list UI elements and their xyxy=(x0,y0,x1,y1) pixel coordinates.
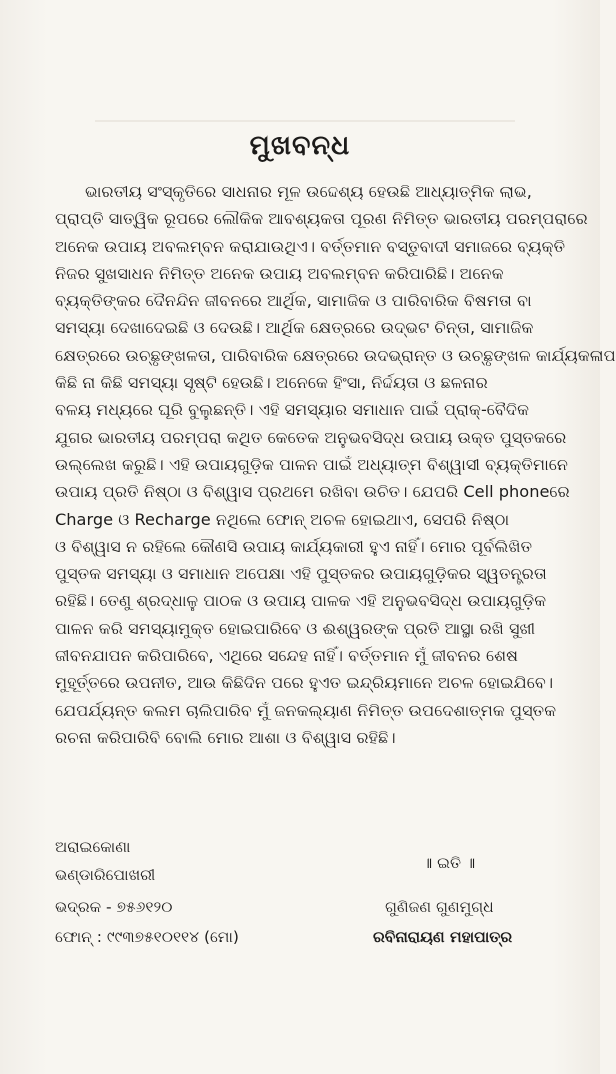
text-line: କିଛି ନା କିଛି ସମସ୍ୟା ସୃଷ୍ଟି ହେଉଛି। ଅନେକେ ହିଂସା, ନିର୍ଦ୍ଦୟତା ଓ ଛଳନାର xyxy=(55,373,488,393)
text-line: ମୁହୂର୍ତ୍ତରେ ଉପନୀତ, ଆଉ କିଛିଦିନ ପରେ ହୁଏତ ଇନ୍ଦ୍ରିୟମାନେ ଅଚଳ ହୋଇଯିବେ। xyxy=(55,673,554,693)
text-line: ପ୍ରାପ୍ତି ସାତ୍ୱିକ ରୂପରେ ଲୌକିକ ଆବଶ୍ୟକତା ପୂରଣ ନିମିତ୍ତ ଭାରତୀୟ ପରମ୍ପରାରେ xyxy=(55,209,588,229)
text-line: ଜୀବନଯାପନ କରିପାରିବେ, ଏଥିରେ ସନ୍ଦେହ ନାହିଁ। ବର୍ତ୍ତମାନ ମୁଁ ଜୀବନର ଶେଷ xyxy=(55,646,519,666)
preface-footer xyxy=(55,828,555,958)
text-line: କ୍ଷେତ୍ରରେ ଉଚ୍ଛୃଙ୍ଖଳତା, ପାରିବାରିକ କ୍ଷେତ୍ରରେ ଉଦଭ୍ରାନ୍ତ ଓ ଉଚ୍ଛୃଙ୍ଖଳ କାର୍ଯ୍ୟକଳାପ xyxy=(55,345,616,365)
text-line: ପାଳନ କରି ସମସ୍ୟାମୁକ୍ତ ହୋଇପାରିବେ ଓ ଈଶ୍ୱରଙ୍କ ପ୍ରତି ଆସ୍ଥା ରଖି ସୁଖୀ xyxy=(55,618,536,638)
author-name: ରବିନାରାୟଣ ମହାପାତ୍ର xyxy=(373,928,513,946)
text-line: ପୁସ୍ତକ ସମସ୍ୟା ଓ ସମାଧାନ ଅପେକ୍ଷା ଏହି ପୁସ୍ତକର ଉପାୟଗୁଡ଼ିକର ସ୍ୱତନ୍ତ୍ରତା xyxy=(55,564,547,584)
place-name: ଅରାଇକୋଣା xyxy=(55,838,131,856)
text-line: ନିଜର ସୁଖସାଧନ ନିମିତ୍ତ ଅନେକ ଉପାୟ ଅବଲମ୍ବନ କରିପାରିଛି। ଅନେକ xyxy=(55,263,504,283)
text-line: ଉଲ୍ଲେଖ କରୁଛି। ଏହି ଉପାୟଗୁଡ଼ିକ ପାଳନ ପାଇଁ ଅଧ୍ୟାତ୍ମ ବିଶ୍ୱାସୀ ବ୍ୟକ୍ତିମାନେ xyxy=(55,454,569,474)
closing-mark: ॥ ଇତି ॥ xyxy=(423,854,476,872)
text-line: ଯେପର୍ଯ୍ୟନ୍ତ କଲମ ଚାଲିପାରିବ ମୁଁ ଜନକଲ୍ୟାଣ ନିମିତ୍ତ ଉପଦେଶାତ୍ମକ ପୁସ୍ତକ xyxy=(55,700,557,720)
phone-number: ଫୋନ୍ : ୯୯୩୭୫୧୦୧୧୪ (ମୋ) xyxy=(55,928,239,946)
signoff-phrase: ଗୁଣିଜଣ ଗୁଣମୁଗ୍ଧ xyxy=(385,898,494,916)
text-line: ବଳୟ ମଧ୍ୟରେ ଘୂରି ବୁଲୁଛନ୍ତି। ଏହି ସମସ୍ୟାର ସମାଧାନ ପାଇଁ ପ୍ରାକ୍-ବୈଦିକ xyxy=(55,400,530,420)
preface-body xyxy=(55,178,616,751)
text-line: ବ୍ୟକ୍ତିଙ୍କର ଦୈନନ୍ଦିନ ଜୀବନରେ ଆର୍ଥିକ, ସାମାଜିକ ଓ ପାରିବାରିକ ବିଷମତା ବା xyxy=(55,291,532,311)
text-line: ରହିଛି। ତେଣୁ ଶ୍ରଦ୍ଧାଳୁ ପାଠକ ଓ ଉପାୟ ପାଳକ ଏହି ଅନୁଭବସିଦ୍ଧ ଉପାୟଗୁଡ଼ିକ xyxy=(55,591,547,611)
page-title: ମୁଖବନ୍ଧ xyxy=(249,130,351,161)
pin-code: ଭଦ୍ରକ - ୭୫୬୧୨୦ xyxy=(55,898,173,916)
text-line: ଉପାୟ ପ୍ରତି ନିଷ୍ଠା ଓ ବିଶ୍ୱାସ ପ୍ରଥମେ ରଖିବା ଉଚିତ। ଯେପରି Cell phoneରେ xyxy=(55,482,570,502)
text-line: ଭାରତୀୟ ସଂସ୍କୃତିରେ ସାଧନାର ମୂଳ ଉଦ୍ଦେଶ୍ୟ ହେଉଛି ଆଧ୍ୟାତ୍ମିକ ଲାଭ, xyxy=(85,182,532,201)
text-line: ଓ ବିଶ୍ୱାସ ନ ରହିଲେ କୌଣସି ଉପାୟ କାର୍ଯ୍ୟକାରୀ ହୁଏ ନାହିଁ। ମୋର ପୂର୍ବଲିଖିତ xyxy=(55,536,533,556)
text-line: ସମସ୍ୟା ଦେଖାଦେଇଛି ଓ ଦେଉଛି। ଆର୍ଥିକ କ୍ଷେତ୍ରରେ ଉଦ୍ଭଟ ଚିନ୍ତା, ସାମାଜିକ xyxy=(55,318,534,338)
text-line: Charge ଓ Recharge ନଥିଲେ ଫୋନ୍ ଅଚଳ ହୋଇଥାଏ, ସେପରି ନିଷ୍ଠା xyxy=(55,509,510,529)
place-name: ଭଣ୍ଡାରିପୋଖରୀ xyxy=(55,866,156,884)
text-line: ଯୁଗର ଭାରତୀୟ ପରମ୍ପରା କଥିତ କେତେକ ଅନୁଭବସିଦ୍ଧ ଉପାୟ ଉକ୍ତ ପୁସ୍ତକରେ xyxy=(55,427,567,447)
text-line: ରଚନା କରିପାରିବି ବୋଲି ମୋର ଆଶା ଓ ବିଶ୍ୱାସ ରହିଛି। xyxy=(55,727,396,747)
show-through xyxy=(95,120,515,122)
text-line: ଅନେକ ଉପାୟ ଅବଲମ୍ବନ କରାଯାଉଥିଏ। ବର୍ତ୍ତମାନ ବସ୍ତୁବାଦୀ ସମାଜରେ ବ୍ୟକ୍ତି xyxy=(55,236,566,256)
